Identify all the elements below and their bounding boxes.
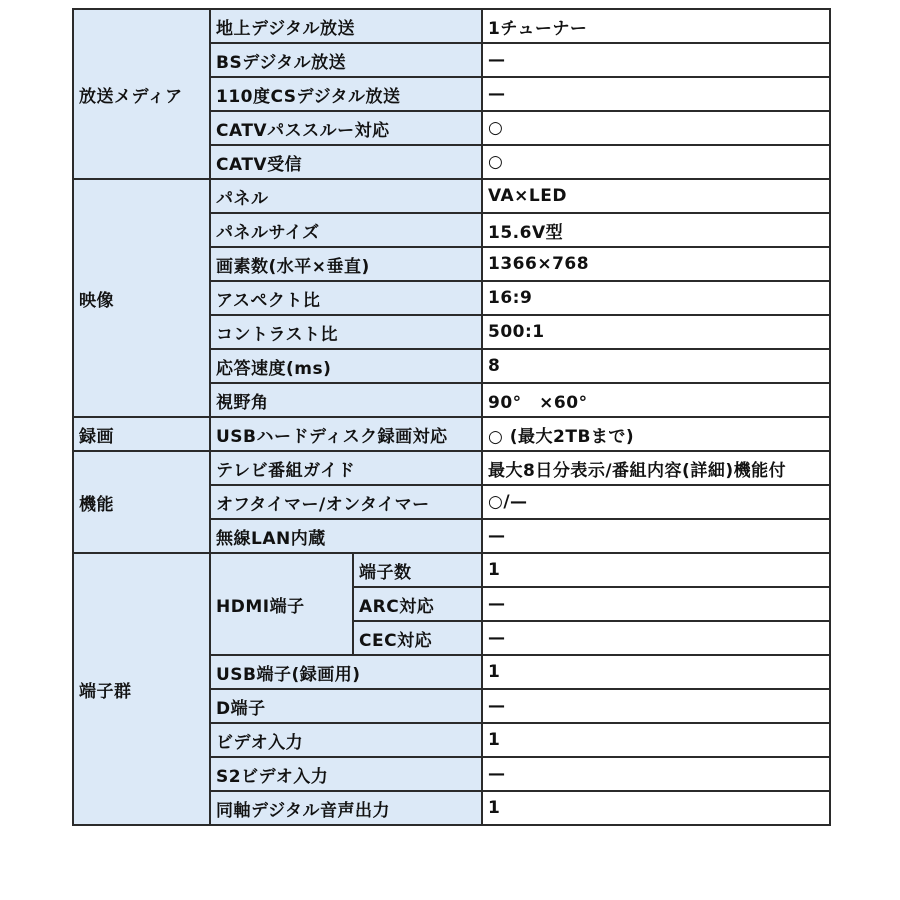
- table-row: [73, 9, 830, 43]
- row-label: 応答速度(ms): [210, 349, 482, 383]
- spec-table: [72, 8, 831, 826]
- table-row: [73, 417, 830, 451]
- category-video: 映像: [73, 179, 210, 417]
- row-value: —: [482, 757, 830, 791]
- row-value: 1: [482, 655, 830, 689]
- row-label: USBハードディスク録画対応: [210, 417, 482, 451]
- row-label: S2ビデオ入力: [210, 757, 482, 791]
- row-value: 1: [482, 723, 830, 757]
- row-label: ビデオ入力: [210, 723, 482, 757]
- category-terminals: 端子群: [73, 553, 210, 825]
- row-sublabel: CEC対応: [353, 621, 482, 655]
- row-label: 無線LAN内蔵: [210, 519, 482, 553]
- row-label: D端子: [210, 689, 482, 723]
- row-label: オフタイマー/オンタイマー: [210, 485, 482, 519]
- row-label: パネル: [210, 179, 482, 213]
- row-label: 画素数(水平×垂直): [210, 247, 482, 281]
- category-features: 機能: [73, 451, 210, 553]
- row-value: 1: [482, 553, 830, 587]
- row-label: 視野角: [210, 383, 482, 417]
- row-label: パネルサイズ: [210, 213, 482, 247]
- row-value: ○ (最大2TBまで): [482, 417, 830, 451]
- row-label: CATV受信: [210, 145, 482, 179]
- row-value: —: [482, 689, 830, 723]
- row-sublabel: ARC対応: [353, 587, 482, 621]
- row-value: 500:1: [482, 315, 830, 349]
- row-value: —: [482, 519, 830, 553]
- row-label: 同軸デジタル音声出力: [210, 791, 482, 825]
- row-label: USB端子(録画用): [210, 655, 482, 689]
- row-value: 16:9: [482, 281, 830, 315]
- row-label: コントラスト比: [210, 315, 482, 349]
- table-row: [73, 553, 830, 587]
- row-sublabel: 端子数: [353, 553, 482, 587]
- row-value: ○: [482, 111, 830, 145]
- row-value: 1: [482, 791, 830, 825]
- row-value: VA×LED: [482, 179, 830, 213]
- hdmi-label: HDMI端子: [210, 553, 353, 655]
- table-row: [73, 451, 830, 485]
- row-value: —: [482, 587, 830, 621]
- row-value: —: [482, 621, 830, 655]
- row-label: 地上デジタル放送: [210, 9, 482, 43]
- row-value: 90° ×60°: [482, 383, 830, 417]
- row-value: —: [482, 77, 830, 111]
- category-broadcast: 放送メディア: [73, 9, 210, 179]
- row-label: テレビ番組ガイド: [210, 451, 482, 485]
- row-value: 1チューナー: [482, 9, 830, 43]
- row-value: ○/—: [482, 485, 830, 519]
- row-value: 1366×768: [482, 247, 830, 281]
- row-value: 15.6V型: [482, 213, 830, 247]
- category-recording: 録画: [73, 417, 210, 451]
- table-row: [73, 179, 830, 213]
- row-label: 110度CSデジタル放送: [210, 77, 482, 111]
- row-value: —: [482, 43, 830, 77]
- row-label: BSデジタル放送: [210, 43, 482, 77]
- row-value: ○: [482, 145, 830, 179]
- row-value: 8: [482, 349, 830, 383]
- row-value: 最大8日分表示/番組内容(詳細)機能付: [482, 451, 830, 485]
- row-label: アスペクト比: [210, 281, 482, 315]
- row-label: CATVパススルー対応: [210, 111, 482, 145]
